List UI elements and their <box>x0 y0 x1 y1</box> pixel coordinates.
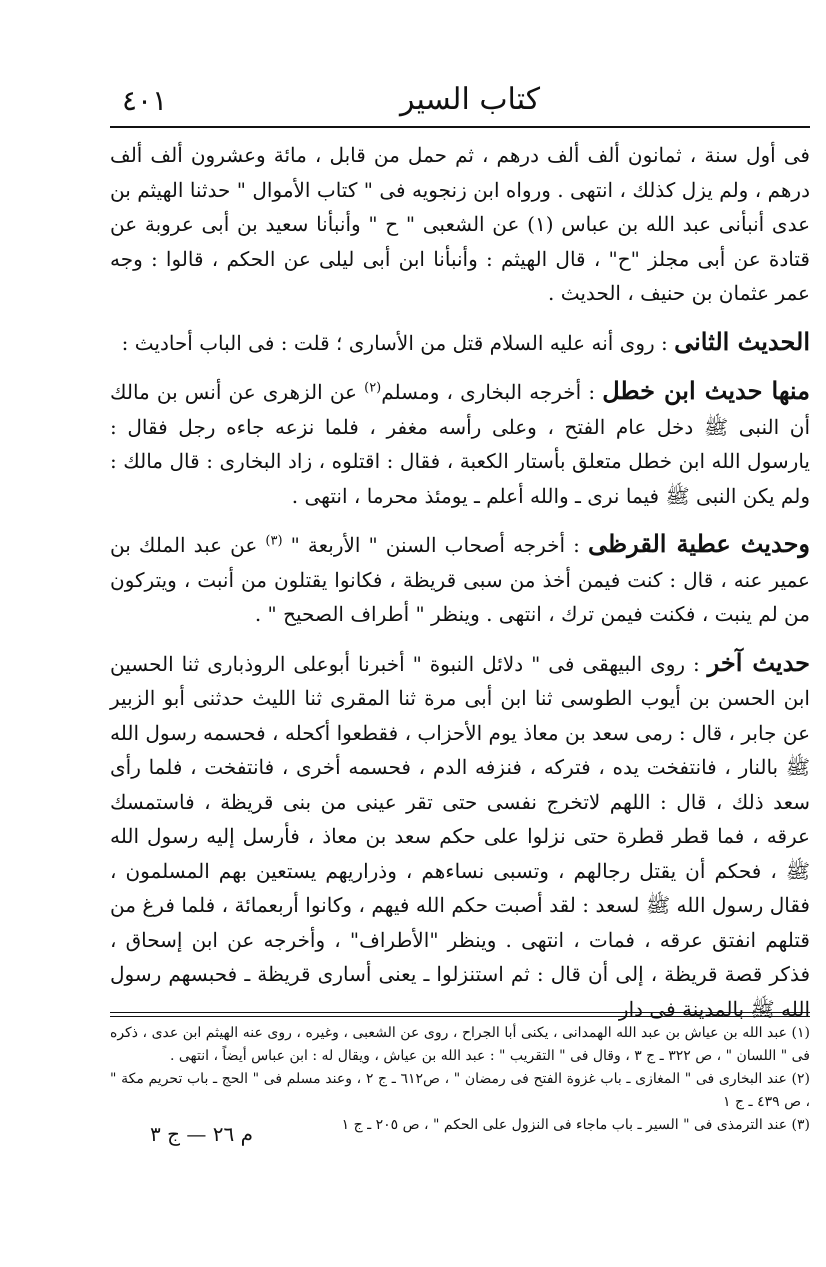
paragraph-4-text-a: : أخرجه أصحاب السنن " الأربعة " <box>290 533 580 557</box>
main-text <box>110 138 810 1040</box>
paragraph-2 <box>110 325 810 361</box>
paragraph-5-text: : روى البيهقى فى " دلائل النبوة " أخبرنا أبوعلى الروذبارى ثنا الحسين ابن الحسن بن أيوب الطوسى ثنا ابن أبى مرة ثنا المقرى ثنا الليث حدثنى أبو الزبير عن جابر ، قال : رمى سعد بن معاذ يوم الأحزاب ، فقطعوا أكحله ، فحسمه رسول الله ﷺ بالنار ، فانتفخت يده ، فتركه ، فنزفه الدم ، فحسمه أخرى ، فانتفخت ، فلما رأى سعد ذلك ، قال : اللهم لاتخرج نفسى حتى تقر عينى من بنى قريظة ، فاستمسك عرقه ، فما قطر قطرة حتى نزلوا على حكم سعد بن معاذ ، فأرسل إليه رسول الله ﷺ ، فحكم أن يقتل رجالهم ، وتسبى نساءهم ، وذراريهم يستعين بهم المسلمون ، فقال رسول الله ﷺ لسعد : لقد أصبت حكم الله فيهم ، وكانوا أربعمائة ، فلما فرغ من قتلهم انفتق عرقه ، فمات ، انتهى . وينظر "الأطراف" ، وأخرجه عن ابن إسحاق ، فذكر قصة قريظة ، إلى أن قال : ثم استنزلوا ـ يعنى أسارى قريظة ـ فحبسهم رسول الله ﷺ بالمدينة فى دار <box>110 651 811 1021</box>
paragraph-3-text-b: عن الزهرى عن أنس بن مالك أن النبى ﷺ دخل عام الفتح ، وعلى رأسه مغفر ، فلما نزعه جاءه رجل فقال : يارسول الله ابن خطل متعلق بأستار الكعبة ، فقال : اقتلوه ، زاد البخارى : قال مالك : ولم يكن النبى ﷺ فيما نرى ـ والله أعلم ـ يومئذ محرما ، انتهى . <box>110 380 810 508</box>
signature-mark: م ٢٦ — ج ٣ <box>150 1122 253 1146</box>
paragraph-3 <box>110 374 810 513</box>
footnote-2: (٢) عند البخارى فى " المغازى ـ باب غزوة الفتح فى رمضان " ، ص٦١٢ ـ ج ٢ ، وعند مسلم فى " الحج ـ باب تحريم مكة " ، ص ٤٣٩ ـ ج ١ <box>110 1071 810 1110</box>
paragraph-5-heading: حديث آخر <box>707 647 811 677</box>
footnote-3: (٣) عند الترمذى فى " السير ـ باب ماجاء فى النزول على الحكم " ، ص ٢٠٥ ـ ج ١ <box>341 1117 810 1133</box>
header-rule <box>110 126 810 128</box>
paragraph-1-text: فى أول سنة ، ثمانون ألف ألف درهم ، ثم حمل من قابل ، مائة وعشرون ألف ألف درهم ، ولم يزل كذلك ، انتهى . ورواه ابن زنجويه فى " كتاب الأموال " حدثنا الهيثم بن عدى أنبأنى عبد الله بن عباس (١) عن الشعبى " ح " وأنبأنا سعيد بن أبى عروبة عن قتادة عن أبى مجلز "ح" ، قال الهيثم : وأنبأنا ابن أبى ليلى عن الحكم ، قالوا : وجه عمر عثمان بن حنيف ، الحديث . <box>110 143 811 305</box>
running-title: كتاب السير <box>399 82 541 117</box>
paragraph-4-heading: وحديث عطية القرظى <box>588 529 810 558</box>
footnote-rule <box>110 1012 810 1017</box>
paragraph-1 <box>110 138 810 311</box>
paragraph-2-heading: الحديث الثانى <box>674 326 810 356</box>
footnote-marker-2: (٢) <box>364 380 382 396</box>
paragraph-4-text-b: عن عبد الملك بن عمير عنه ، قال : كنت فيمن أخذ من سبى قريظة ، فكانوا يقتلون من أنبت ، ويتركون من لم ينبت ، فكنت فيمن ترك ، انتهى . وينظر " أطراف الصحيح " . <box>110 533 810 626</box>
paragraph-3-text-a: : أخرجه البخارى ، ومسلم <box>381 380 596 404</box>
page-number: ٤٠١ <box>122 84 168 117</box>
paragraph-3-heading: منها حديث ابن خطل <box>602 376 811 405</box>
footnote-1: (١) عبد الله بن عياش بن عبد الله الهمدانى ، يكنى أبا الجراح ، روى عن الشعبى ، وغيره ، روى عنه الهيثم ابن عدى ، ذكره فى " اللسان " ، ص ٣٢٢ ـ ج ٣ ، وقال فى " التقريب " : عبد الله بن عياش ، ويقال له : ابن عباس أيضاً ، انتهى . <box>110 1025 810 1064</box>
footnotes <box>110 1022 810 1137</box>
page-header <box>110 82 810 122</box>
footnote-marker-3: (٣) <box>265 533 283 549</box>
paragraph-2-text: : روى أنه عليه السلام قتل من الأسارى ؛ قلت : فى الباب أحاديث : <box>121 330 668 355</box>
paragraph-4 <box>110 527 810 632</box>
paragraph-5 <box>110 646 810 1027</box>
